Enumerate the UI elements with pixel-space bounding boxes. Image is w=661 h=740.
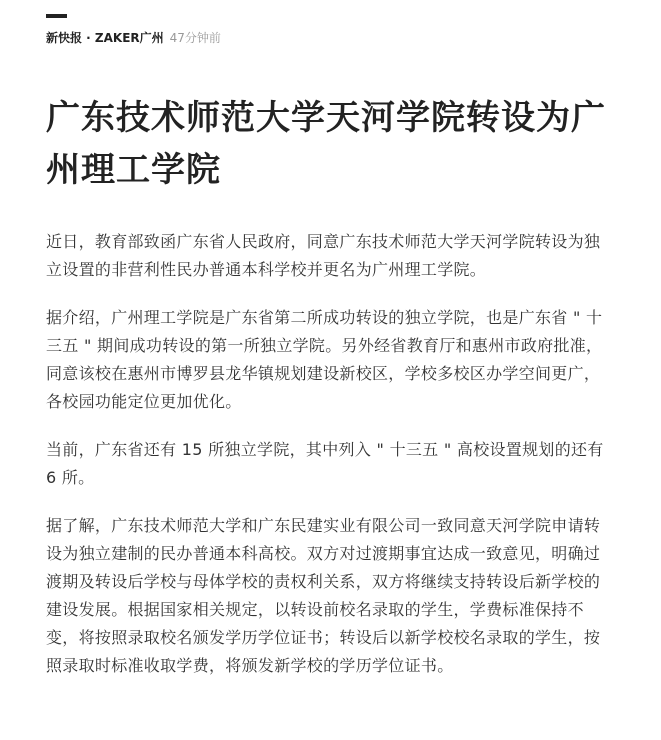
article-title: 广东技术师范大学天河学院转设为广州理工学院	[46, 98, 606, 190]
article-source[interactable]: 新快报 · ZAKER广州	[46, 31, 164, 45]
paragraph-2: 据介绍，广州理工学院是广东省第二所成功转设的独立学院，也是广东省 " 十三五 " 期间成功转设的第一所独立学院。另外经省教育厅和惠州市政府批准，同意该校在惠州市博罗县龙华镇规划建设新校区，学校多校区办学空间更广，各校园功能定位更加优化。	[46, 308, 603, 411]
top-accent-bar	[46, 14, 67, 18]
publish-time: 47分钟前	[169, 31, 221, 45]
paragraph-1: 近日，教育部致函广东省人民政府，同意广东技术师范大学天河学院转设为独立设置的非营利性民办普通本科学校并更名为广州理工学院。	[46, 232, 601, 279]
article-body	[46, 228, 611, 700]
paragraph-3: 当前，广东省还有 15 所独立学院，其中列入 " 十三五 " 高校设置规划的还有 6 所。	[46, 440, 604, 487]
paragraph-4: 据了解，广东技术师范大学和广东民建实业有限公司一致同意天河学院申请转设为独立建制的民办普通本科高校。双方对过渡期事宜达成一致意见，明确过渡期及转设后学校与母体学校的责权利关系，双方将继续支持转设后新学校的建设发展。根据国家相关规定，以转设前校名录取的学生，学费标准保持不变，将按照录取校名颁发学历学位证书；转设后以新学校校名录取的学生，按照录取时标准收取学费，将颁发新学校的学历学位证书。	[46, 516, 601, 675]
article-meta	[46, 30, 221, 46]
